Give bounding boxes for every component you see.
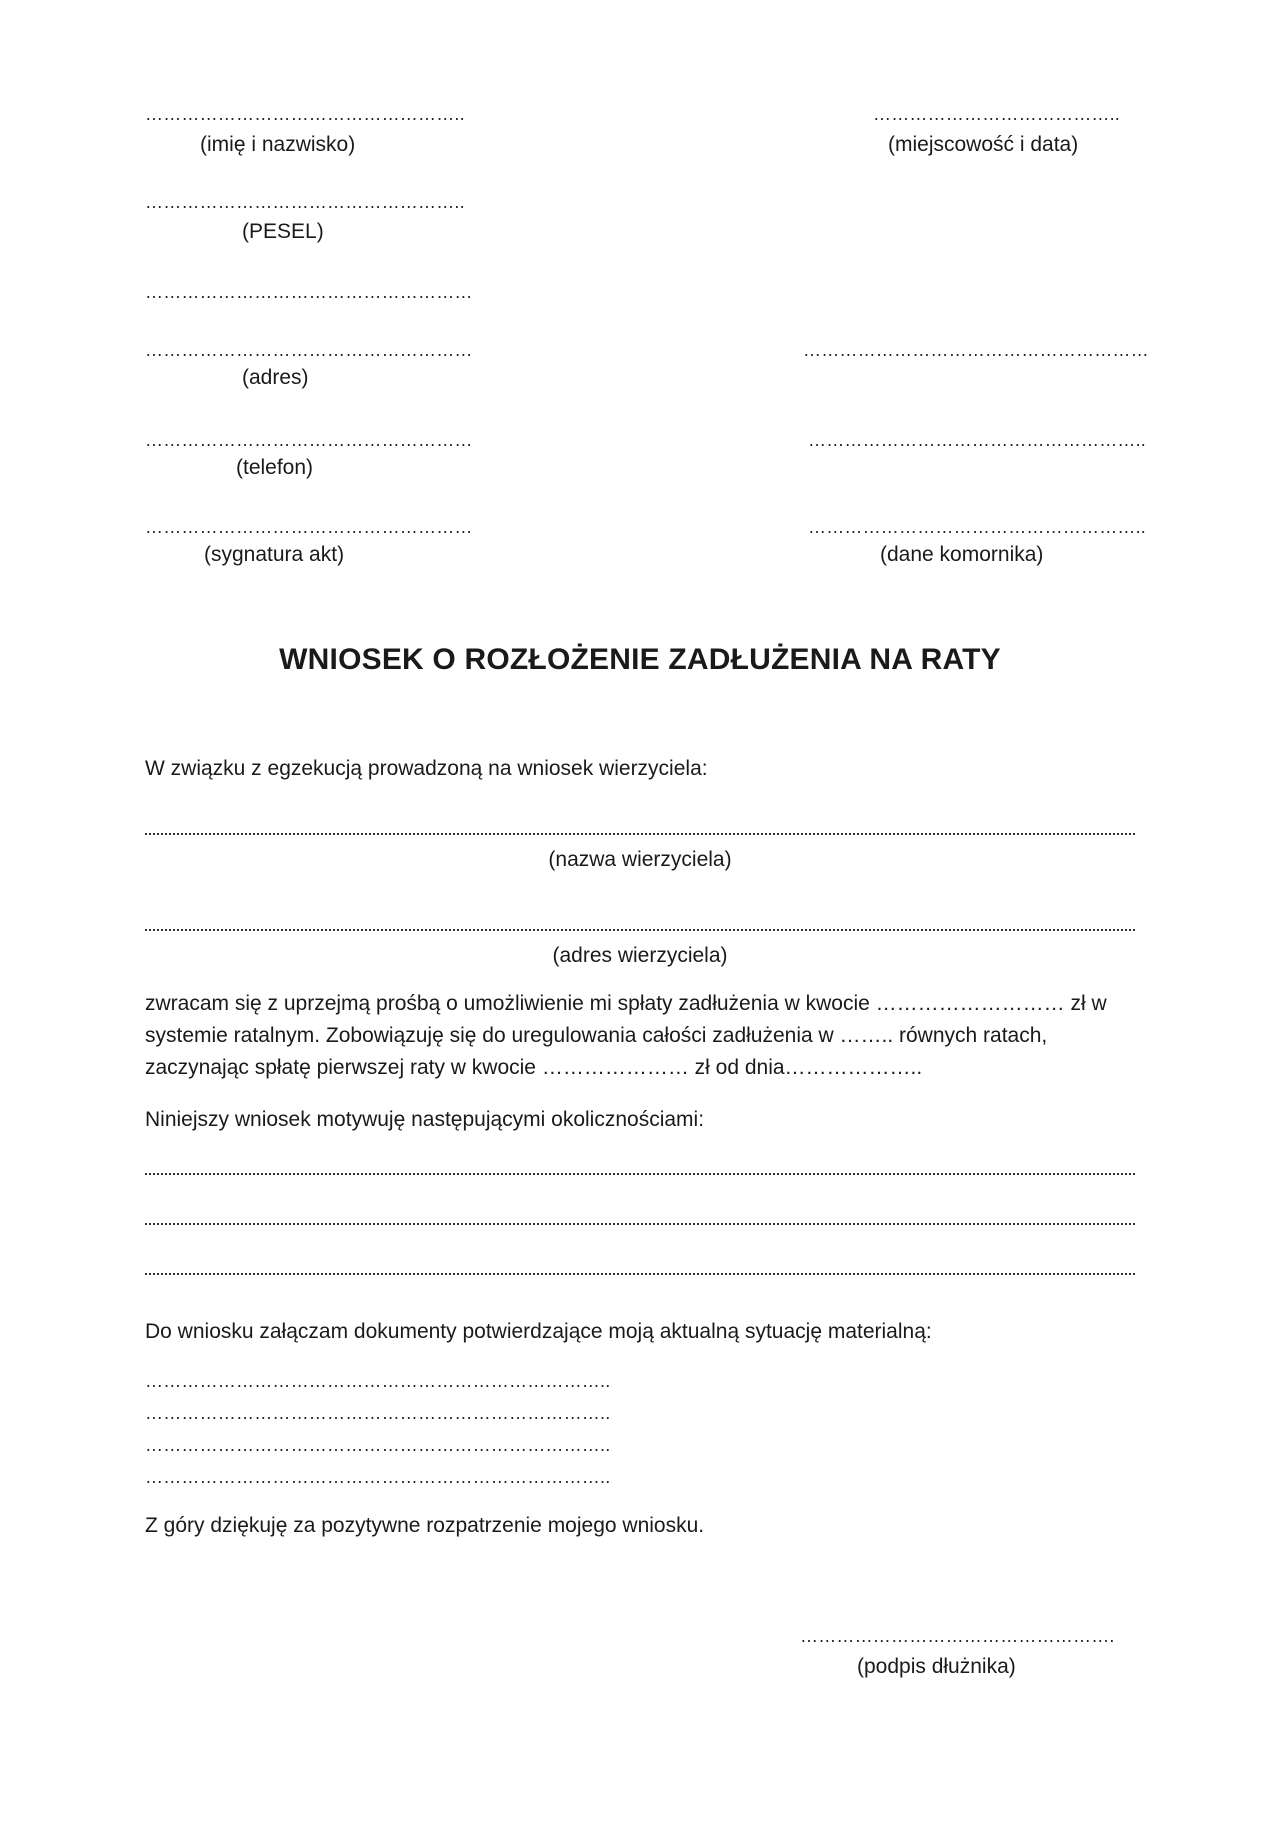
case-number-label: (sygnatura akt)	[204, 543, 345, 566]
request-text-line-1: zwracam się z uprzejmą prośbą o umożliwienie mi spłaty zadłużenia w kwocie ……………………… zł w	[145, 992, 1107, 1015]
bailiff-field-dots-3: ………………………………………………..	[808, 517, 1147, 537]
name-label: (imię i nazwisko)	[200, 133, 356, 156]
document-title: WNIOSEK O ROZŁOŻENIE ZADŁUŻENIA NA RATY	[279, 643, 1001, 676]
request-text-line-2: systemie ratalnym. Zobowiązuję się do uregulowania całości zadłużenia w …….. równych ratach,	[145, 1024, 1048, 1047]
request-text-line-3: zaczynając spłatę pierwszej raty w kwocie ………………… zł od dnia………………..	[145, 1056, 923, 1079]
motivation-text: Niniejszy wniosek motywuję następującymi okolicznościami:	[145, 1108, 705, 1131]
attachment-line: …………………………………………………………………..	[145, 1467, 611, 1487]
motivation-line-3	[145, 1273, 1135, 1275]
case-number-field-dots: ………………………………………………	[145, 517, 473, 537]
address-field-dots-2: ………………………………………………	[145, 340, 473, 360]
place-date-label: (miejscowość i data)	[888, 133, 1079, 156]
phone-label: (telefon)	[236, 456, 314, 479]
creditor-address-label: (adres wierzyciela)	[552, 944, 728, 967]
phone-field-dots: ………………………………………………	[145, 430, 473, 450]
name-field-dots: ……………………………………………..	[145, 104, 465, 124]
attachments-intro-text: Do wniosku załączam dokumenty potwierdzające moją aktualną sytuację materialną:	[145, 1320, 932, 1343]
creditor-name-line	[145, 833, 1135, 835]
signature-field-dots: …………………………………………….	[800, 1626, 1115, 1646]
motivation-line-1	[145, 1173, 1135, 1175]
creditor-name-label: (nazwa wierzyciela)	[548, 848, 732, 871]
attachment-line: …………………………………………………………………..	[145, 1403, 611, 1423]
closing-text: Z góry dziękuję za pozytywne rozpatrzenie mojego wniosku.	[145, 1514, 705, 1537]
pesel-field-dots: ……………………………………………..	[145, 192, 465, 212]
bailiff-field-dots-2: ………………………………………………..	[808, 430, 1147, 450]
motivation-line-2	[145, 1223, 1135, 1225]
attachment-line: …………………………………………………………………..	[145, 1371, 611, 1391]
address-field-dots-1: ………………………………………………	[145, 282, 473, 302]
attachment-line: …………………………………………………………………..	[145, 1435, 611, 1455]
bailiff-field-dots-1: …………………………………………………	[803, 340, 1149, 360]
intro-text: W związku z egzekucją prowadzoną na wniosek wierzyciela:	[145, 757, 708, 780]
signature-label: (podpis dłużnika)	[857, 1655, 1016, 1678]
bailiff-label: (dane komornika)	[880, 543, 1044, 566]
place-date-field-dots: …………………………………..	[873, 104, 1121, 124]
address-label: (adres)	[242, 366, 309, 389]
creditor-address-line	[145, 929, 1135, 931]
pesel-label: (PESEL)	[242, 220, 324, 243]
